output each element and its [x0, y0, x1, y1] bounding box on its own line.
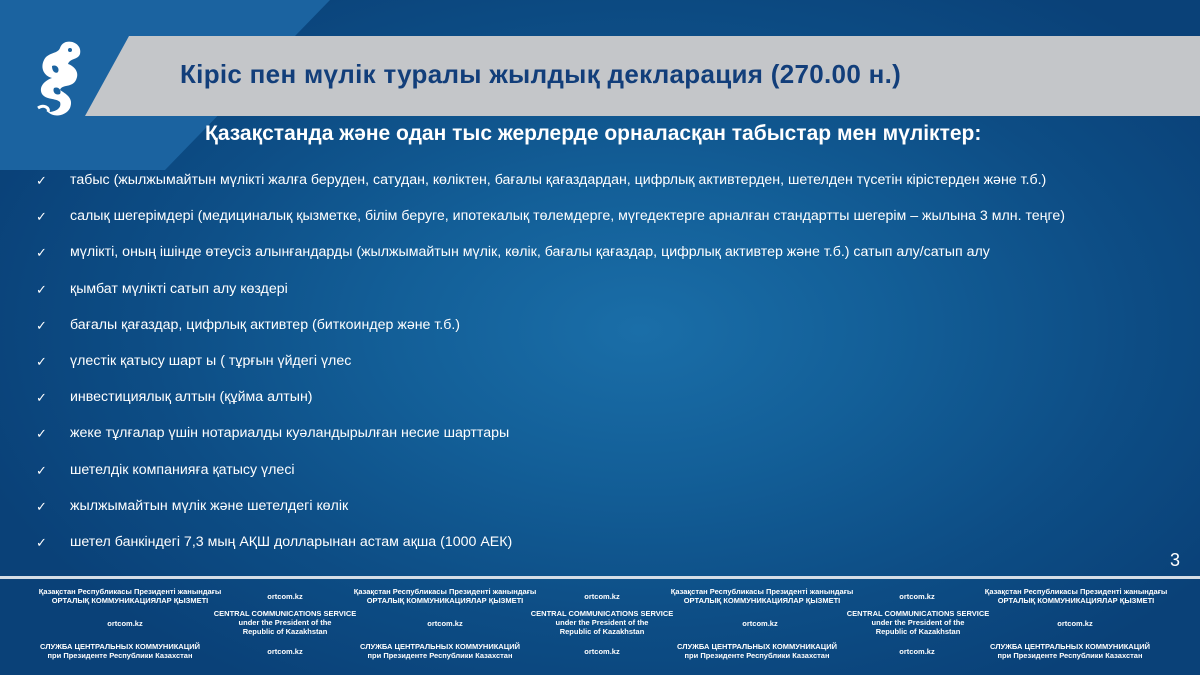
list-item-text: мүлікті, оның ішінде өтеусіз алынғандарды (жылжымайтын мүлік, көлік, бағалы қағаздар, цифрлық активтер және т.б.) сатып алу/сатып алу: [70, 244, 990, 261]
footer-ru-line2: при Президенте Республики Казахстан: [47, 651, 193, 660]
footer-site: ortcom.kz: [267, 647, 303, 656]
footer-ru-line1: СЛУЖБА ЦЕНТРАЛЬНЫХ КОММУНИКАЦИЙ: [989, 642, 1150, 651]
footer-site: ortcom.kz: [584, 647, 620, 656]
footer-en-line1: CENTRAL COMMUNICATIONS SERVICE: [846, 609, 990, 618]
page-number: 3: [1169, 550, 1180, 570]
footer-site: ortcom.kz: [584, 592, 620, 601]
footer-site: ortcom.kz: [427, 619, 463, 628]
list-item: [36, 498, 1156, 534]
footer-en-line2: under the President of the: [555, 618, 649, 627]
footer-kz-block: [335, 587, 555, 605]
footer-en-block: [838, 609, 998, 636]
list-item: [36, 244, 1156, 280]
check-icon: ✓: [36, 173, 47, 188]
footer-en-line3: Republic of Kazakhstan: [875, 627, 961, 636]
footer-ru-line1: СЛУЖБА ЦЕНТРАЛЬНЫХ КОММУНИКАЦИЙ: [676, 642, 837, 651]
list-item-text: табыс (жылжымайтын мүлікті жалға беруден, сатудан, көліктен, бағалы қағаздардан, цифрлық активтерден, шетелден түсетін кірістерден және т.б.): [70, 172, 1047, 188]
footer-en-line2: under the President of the: [238, 618, 332, 627]
footer-en-line3: Republic of Kazakhstan: [559, 627, 645, 636]
footer-kz-line1: Қазақстан Республикасы Президенті жанындағы: [984, 587, 1168, 596]
section-subtitle: Қазақстанда және одан тыс жерлерде орналасқан табыстар мен мүліктер:: [205, 122, 982, 145]
footer-kz-block: [20, 587, 240, 605]
footer-en-block: [205, 609, 365, 636]
list-item: [36, 462, 1156, 498]
footer-ru-block: [970, 642, 1170, 660]
bullet-list: [36, 172, 1156, 570]
footer-ru-line1: СЛУЖБА ЦЕНТРАЛЬНЫХ КОММУНИКАЦИЙ: [359, 642, 520, 651]
footer-site: ortcom.kz: [267, 592, 303, 601]
list-item-text: шетелдік компанияға қатысу үлесі: [70, 461, 295, 478]
footer-ru-block: [340, 642, 540, 660]
list-item: [36, 389, 1156, 425]
check-icon: ✓: [36, 498, 47, 514]
check-icon: ✓: [36, 426, 47, 442]
list-item: [36, 208, 1156, 244]
check-icon: ✓: [36, 390, 47, 406]
list-item-text: салық шегерімдері (медициналық қызметке, білім беруге, ипотекалық төлемдерге, мүгедектерге арналған стандартты шегерім – жылына 3 млн. теңге): [70, 208, 1065, 225]
footer-ru-line2: при Президенте Республики Казахстан: [367, 651, 513, 660]
footer-en-line3: Republic of Kazakhstan: [242, 627, 328, 636]
footer-site: ortcom.kz: [742, 619, 778, 628]
footer-kz-line2: ОРТАЛЫҚ КОММУНИКАЦИЯЛАР ҚЫЗМЕТІ: [997, 596, 1155, 605]
footer-site: ortcom.kz: [1057, 619, 1093, 628]
footer-en-line2: under the President of the: [871, 618, 965, 627]
list-item-text: бағалы қағаздар, цифрлық активтер (биткоиндер және т.б.): [70, 316, 461, 333]
list-item: [36, 281, 1156, 317]
footer-en-block: [522, 609, 682, 636]
list-item: [36, 317, 1156, 353]
footer-ru-block: [20, 642, 220, 660]
footer-ru-line1: СЛУЖБА ЦЕНТРАЛЬНЫХ КОММУНИКАЦИЙ: [39, 642, 200, 651]
footer-watermark: [0, 579, 1200, 675]
list-item-text: үлестік қатысу шарт ы ( тұрғын үйдегі үлес: [70, 352, 352, 369]
check-icon: ✓: [36, 462, 47, 478]
footer-ru-line2: при Президенте Республики Казахстан: [684, 651, 830, 660]
footer-kz-line2: ОРТАЛЫҚ КОММУНИКАЦИЯЛАР ҚЫЗМЕТІ: [683, 596, 841, 605]
list-item: [36, 172, 1156, 208]
footer-en-line1: CENTRAL COMMUNICATIONS SERVICE: [530, 609, 674, 618]
footer-kz-line2: ОРТАЛЫҚ КОММУНИКАЦИЯЛАР ҚЫЗМЕТІ: [366, 596, 524, 605]
footer-en-line1: CENTRAL COMMUNICATIONS SERVICE: [213, 609, 357, 618]
check-icon: ✓: [36, 353, 47, 369]
list-item: [36, 353, 1156, 389]
list-item-text: инвестициялық алтын (құйма алтын): [70, 389, 313, 406]
list-item-text: жылжымайтын мүлік және шетелдегі көлік: [70, 497, 349, 514]
page-title: Кіріс пен мүлік туралы жылдық декларация (270.00 н.): [180, 59, 902, 89]
check-icon: ✓: [36, 534, 47, 550]
footer-kz-block: [652, 587, 872, 605]
check-icon: ✓: [36, 209, 47, 225]
list-item-text: жеке тұлғалар үшін нотариалды куәландырылған несие шарттары: [70, 425, 510, 442]
footer-kz-line1: Қазақстан Республикасы Президенті жанындағы: [353, 587, 537, 596]
footer-site: ortcom.kz: [899, 592, 935, 601]
check-icon: ✓: [36, 317, 47, 333]
footer-ru-block: [657, 642, 857, 660]
footer-kz-block: [966, 587, 1186, 605]
snow-leopard-logo-icon: [30, 38, 86, 120]
check-icon: ✓: [36, 245, 47, 261]
footer-kz-line1: Қазақстан Республикасы Президенті жанындағы: [38, 587, 222, 596]
footer-site: ortcom.kz: [107, 619, 143, 628]
check-icon: ✓: [36, 281, 47, 297]
list-item: [36, 534, 1156, 570]
footer-ru-line2: при Президенте Республики Казахстан: [997, 651, 1143, 660]
list-item: [36, 425, 1156, 461]
footer-kz-line1: Қазақстан Республикасы Президенті жанындағы: [670, 587, 854, 596]
list-item-text: шетел банкіндегі 7,3 мың АҚШ долларынан астам ақша (1000 АЕК): [70, 533, 513, 550]
footer-kz-line2: ОРТАЛЫҚ КОММУНИКАЦИЯЛАР ҚЫЗМЕТІ: [51, 596, 209, 605]
footer-site: ortcom.kz: [899, 647, 935, 656]
list-item-text: қымбат мүлікті сатып алу көздері: [70, 280, 288, 297]
